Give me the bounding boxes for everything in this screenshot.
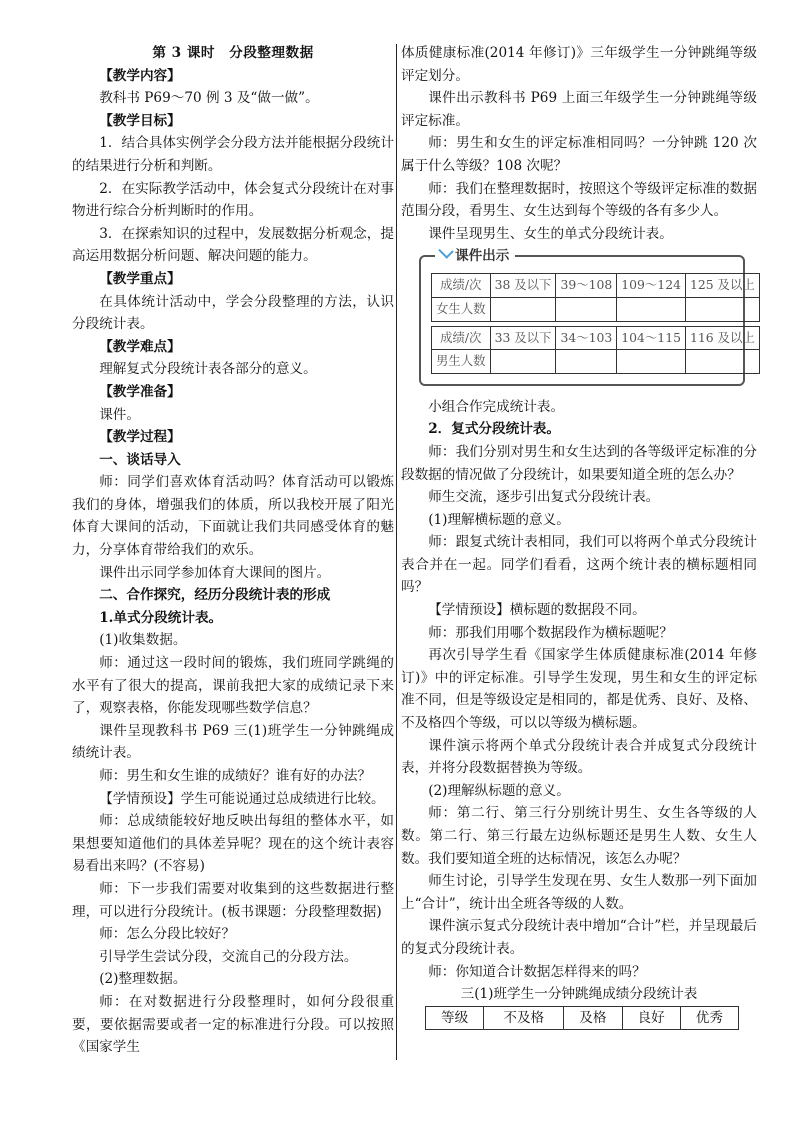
paragraph: 师：跟复式统计表相同，我们可以将两个单式分段统计表合并在一起。同学们看看，这两个统计表的横标题相同吗？ xyxy=(401,534,757,596)
heading-preparation: 【教学准备】 xyxy=(99,383,181,400)
section-2-heading: 二、合作探究，经历分段统计表的形成 xyxy=(99,587,331,604)
paragraph: 小组合作完成统计表。 xyxy=(428,398,565,415)
table-header-cell: 39～108 xyxy=(556,274,617,298)
subsection-heading: 1.单式分段统计表。 xyxy=(99,609,223,626)
paragraph: 师：那我们用哪个数据段作为横标题呢？ xyxy=(428,624,673,641)
table-header-cell: 38 及以下 xyxy=(490,274,556,298)
paragraph: (1)理解横标题的意义。 xyxy=(428,511,570,528)
paragraph: 师：我们分别对男生和女生达到的各等级评定标准的分段数据的情况做了分段统计，如果要知道全班的怎么办？ xyxy=(401,443,757,483)
column-divider xyxy=(396,44,397,1060)
table-header-cell: 34～103 xyxy=(556,326,617,350)
paragraph: 师：下一步我们需要对收集到的这些数据进行整理，可以进行分段统计。(板书课题：分段整理数据) xyxy=(72,880,394,920)
goal-2: 2．在实际教学活动中，体会复式分段统计在对事物进行综合分析判断时的作用。 xyxy=(72,180,394,220)
empty-cell xyxy=(617,350,686,374)
left-column xyxy=(72,42,394,1059)
heading-process: 【教学过程】 xyxy=(99,429,181,446)
table-header-cell: 109～124 xyxy=(617,274,686,298)
paragraph: 师生交流，逐步引出复式分段统计表。 xyxy=(428,489,660,506)
empty-cell xyxy=(685,350,759,374)
goal-1: 1．结合具体实例学会分段方法并能根据分段统计的结果进行分析和判断。 xyxy=(72,135,394,174)
right-column xyxy=(401,42,757,1030)
empty-cell xyxy=(556,350,617,374)
table-header-cell: 成绩/次 xyxy=(432,326,491,350)
heading-content: 【教学内容】 xyxy=(99,67,181,84)
paragraph: 师：同学们喜欢体育活动吗？体育活动可以锻炼我们的身体，增强我们的体质，所以我校开展了阳光体育大课间的活动，下面就让我们共同感受体育的魅力，分享体育带给我们的欢乐。 xyxy=(72,474,394,559)
paragraph: 课件呈现男生、女生的单式分段统计表。 xyxy=(428,225,673,242)
paragraph: 课件出示教科书 P69 上面三年级学生一分钟跳绳等级评定标准。 xyxy=(401,90,757,129)
heading-goals: 【教学目标】 xyxy=(99,112,181,129)
subsection-heading: 2．复式分段统计表。 xyxy=(428,421,560,438)
paragraph: 【学情预设】横标题的数据段不同。 xyxy=(428,602,646,619)
table-header-cell: 良好 xyxy=(622,1006,680,1030)
section-1-heading: 一、谈话导入 xyxy=(99,451,181,468)
paragraph: 课件演示将两个单式分段统计表合并成复式分段统计表，并将分段数据替换为等级。 xyxy=(401,737,757,777)
girls-grade-table xyxy=(431,273,760,321)
boys-grade-table xyxy=(431,326,760,374)
empty-cell xyxy=(556,297,617,321)
paragraph: (1)收集数据。 xyxy=(99,632,187,649)
table-header-cell: 不及格 xyxy=(484,1006,564,1030)
table-header-cell: 33 及以下 xyxy=(490,326,556,350)
empty-cell xyxy=(617,297,686,321)
key-text: 在具体统计活动中，学会分段整理的方法，认识分段统计表。 xyxy=(72,293,394,333)
table-header-cell: 等级 xyxy=(426,1006,484,1030)
table-row-label: 男生人数 xyxy=(432,350,491,374)
content-text: 教科书 P69～70 例 3 及“做一做”。 xyxy=(99,90,319,107)
table-header-cell: 104～115 xyxy=(617,326,686,350)
paragraph: 体质健康标准(2014 年修订)》三年级学生一分钟跳绳等级评定划分。 xyxy=(401,45,757,84)
paragraph: 师：在对数据进行分段整理时，如何分段很重要，要依据需要或者一定的标准进行分段。可以按照《国家学生 xyxy=(72,993,394,1056)
paragraph: 课件演示复式分段统计表中增加“合计”栏，并呈现最后的复式分段统计表。 xyxy=(401,918,757,957)
paragraph: 引导学生尝试分段，交流自己的分段方法。 xyxy=(99,948,358,965)
final-summary-table xyxy=(425,1006,739,1031)
paragraph: (2)理解纵标题的意义。 xyxy=(428,782,570,799)
lesson-title: 第 3 课时 分段整理数据 xyxy=(152,45,314,61)
goal-3: 3．在探索知识的过程中，发展数据分析观念，提高运用数据分析问题、解决问题的能力。 xyxy=(72,225,394,265)
difficulty-text: 理解复式分段统计表各部分的意义。 xyxy=(99,361,317,378)
heading-difficulty: 【教学难点】 xyxy=(99,338,181,355)
paragraph: 【学情预设】学生可能说通过总成绩进行比较。 xyxy=(99,790,385,807)
paragraph: 师：男生和女生谁的成绩好？谁有好的办法？ xyxy=(99,768,372,784)
preparation-text: 课件。 xyxy=(99,406,140,423)
empty-cell xyxy=(490,350,556,374)
table-header-cell: 成绩/次 xyxy=(432,274,491,298)
table-header-cell: 116 及以上 xyxy=(685,326,759,350)
paragraph: 师：总成绩能较好地反映出每组的整体水平，如果想要知道他们的具体差异呢？现在的这个统计表容易看出来吗？(不容易) xyxy=(72,813,394,875)
table-header-cell: 及格 xyxy=(564,1006,622,1030)
empty-cell xyxy=(685,297,759,321)
check-icon xyxy=(438,244,454,260)
paragraph: 师：男生和女生的评定标准相同吗？一分钟跳 120 次属于什么等级？108 次呢？ xyxy=(401,135,757,174)
table-caption: 三(1)班学生一分钟跳绳成绩分段统计表 xyxy=(460,986,698,1003)
paragraph: 师：我们在整理数据时，按照这个等级评定标准的数据范围分段，看男生、女生达到每个等级的各有多少人。 xyxy=(401,180,757,220)
paragraph: 师：第二行、第三行分别统计男生、女生各等级的人数。第二行、第三行最左边纵标题还是男生人数、女生人数。我们要知道全班的达标情况，该怎么办呢？ xyxy=(401,805,757,867)
table-header-cell: 优秀 xyxy=(680,1006,738,1030)
paragraph: 师：怎么分段比较好？ xyxy=(99,926,236,943)
table-header-cell: 125 及以上 xyxy=(685,274,759,298)
courseware-box-title: 课件出示 xyxy=(435,245,515,268)
paragraph: 师：通过这一段时间的锻炼，我们班同学跳绳的水平有了很大的提高，课前我把大家的成绩记录下来了，观察表格，你能发现哪些数学信息？ xyxy=(72,655,394,717)
paragraph: 师：你知道合计数据怎样得来的吗？ xyxy=(428,963,646,980)
courseware-box xyxy=(419,248,755,385)
paragraph: 课件出示同学参加体育大课间的图片。 xyxy=(99,564,331,581)
paragraph: 再次引导学生看《国家学生体质健康标准(2014 年修订)》中的评定标准。引导学生发现，男生和女生的评定标准不同，但是等级设定是相同的，都是优秀、良好、及格、不及格四个等级，可以以等级为横标题。 xyxy=(401,647,757,732)
paragraph: (2)整理数据。 xyxy=(99,971,187,988)
table-row-label: 女生人数 xyxy=(432,297,491,321)
empty-cell xyxy=(490,297,556,321)
heading-key: 【教学重点】 xyxy=(99,270,181,287)
paragraph: 课件呈现教科书 P69 三(1)班学生一分钟跳绳成绩统计表。 xyxy=(72,722,394,762)
paragraph: 师生讨论，引导学生发现在男、女生人数那一列下面加上“合计”，统计出全班各等级的人数。 xyxy=(401,873,757,912)
